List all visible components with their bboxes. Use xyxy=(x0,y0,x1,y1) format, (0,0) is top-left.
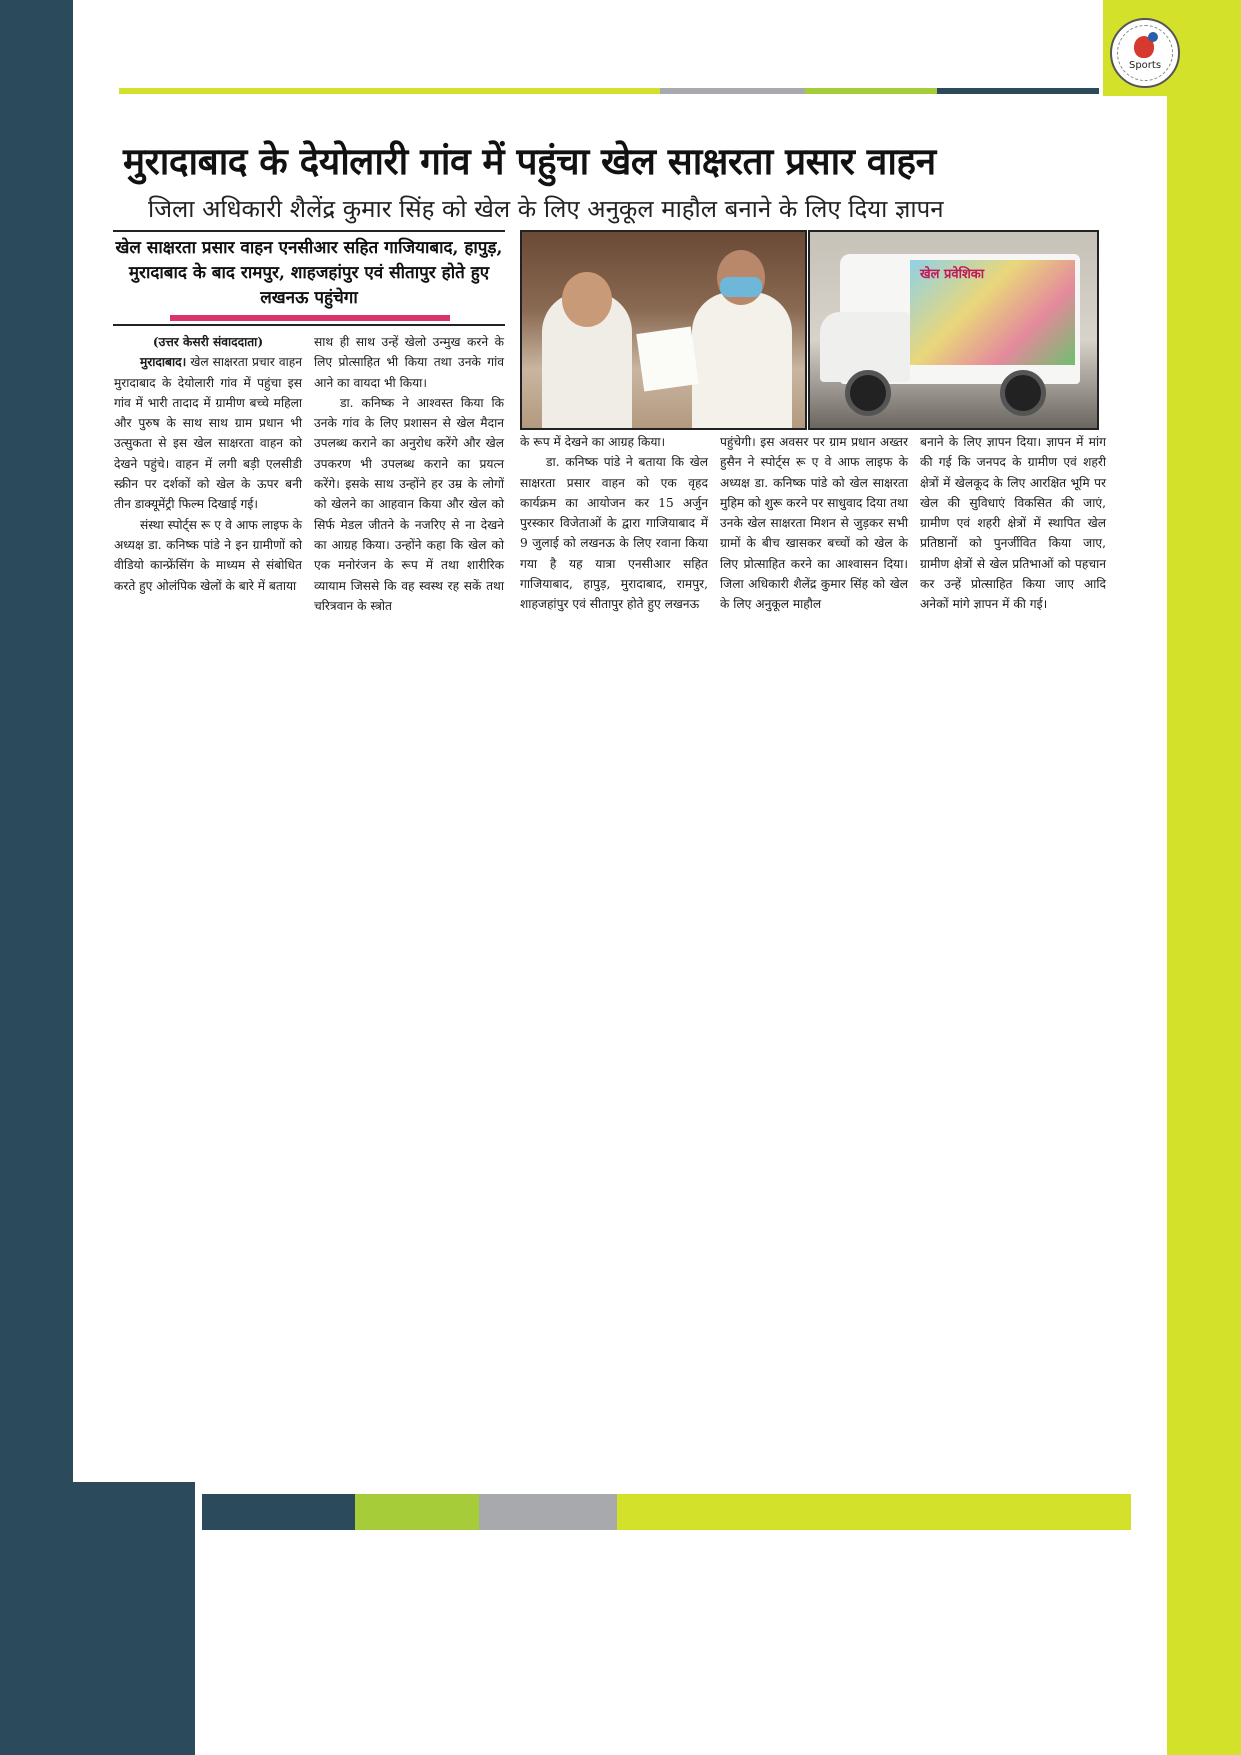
column-1-para-2: संस्था स्पोर्ट्स रू ए वे आफ लाइफ के अध्यक्ष डा. कनिष्क पांडे ने इन ग्रामीणों को वीडियो कान्फ्रेंसिंग के माध्यम से संबोधित करते हुए ओलंपिक खेलों के बारे में बताया xyxy=(114,517,302,593)
presenter-figure xyxy=(692,292,792,430)
column-2-para-2: डा. कनिष्क ने आश्वस्त किया कि उनके गांव के लिए प्रशासन से खेल मैदान उपलब्ध कराने का अनुरोध करेंगे और खेल उपकरण भी उपलब्ध कराने का प्रयत्न करेंगे। इसके साथ उन्होंने हर उम्र के लोगों को खेलने का आहवान किया और खेल को सिर्फ मेडल जीतने के नजरिए से ना देखने का आग्रह किया। उन्होंने कहा कि खेल को एक मनोरंजन के रूप में तथा शारीरिक व्यायाम जिससे कि वह स्वस्थ रह सकें तथा चरित्रवान के स्त्रोत xyxy=(314,395,504,613)
memorandum-paper xyxy=(636,326,699,391)
athlete-figure-icon xyxy=(1148,32,1158,42)
logo-text: Sports xyxy=(1128,60,1162,71)
right-lime-border xyxy=(1167,0,1241,1755)
top-color-stripe xyxy=(119,88,1099,94)
column-2-para-1: साथ ही साथ उन्हें खेलो उन्मुख करने के लिए प्रोत्साहित भी किया तथा उनके गांव आने का वायदा भी किया। xyxy=(314,335,504,390)
article-column-5 xyxy=(920,432,1106,615)
official-head xyxy=(562,272,612,327)
stripe-seg-gray xyxy=(660,88,805,94)
stripe-seg-gray xyxy=(479,1494,617,1530)
photo-memorandum-handover xyxy=(520,230,807,430)
photo-literacy-van xyxy=(808,230,1099,430)
van-rear-wheel xyxy=(1000,370,1046,416)
article-column-4 xyxy=(720,432,908,615)
article-column-2 xyxy=(314,332,504,616)
column-3-para-1: के रूप में देखने का आग्रह किया। xyxy=(520,435,666,449)
newspaper-clipping xyxy=(108,120,1108,650)
byline: (उत्तर केसरी संवाददाता) xyxy=(152,335,264,349)
column-4-para-1: पहुंचेगी। इस अवसर पर ग्राम प्रधान अख्तर हुसैन ने स्पोर्ट्स रू ए वे आफ लाइफ के अध्यक्ष डा. कनिष्क पांडे को खेल साक्षरता मुहिम को शुरू करने पर साधुवाद दिया तथा उनके खेल साक्षरता मिशन से जुड़कर सभी ग्रामों के बीच खासकर बच्चों को खेल के लिए प्रोत्साहित करने का आश्वासन दिया। जिला अधिकारी शैलेंद्र कुमार सिंह को खेल के लिए अनुकूल माहौल xyxy=(720,435,908,612)
stripe-seg-navy xyxy=(202,1494,355,1530)
subheadline: जिला अधिकारी शैलेंद्र कुमार सिंह को खेल के लिए अनुकूल माहौल बनाने के लिए दिया ज्ञापन xyxy=(148,195,944,223)
box-rule xyxy=(113,324,505,326)
bottom-color-stripe xyxy=(202,1494,1131,1530)
van-poster xyxy=(910,260,1075,365)
stripe-seg-navy xyxy=(937,88,1099,94)
stripe-seg-lime xyxy=(617,1494,1131,1530)
sports-logo xyxy=(1110,18,1180,88)
magenta-underline xyxy=(170,315,450,321)
stripe-seg-green xyxy=(805,88,937,94)
column-5-para-1: बनाने के लिए ज्ञापन दिया। ज्ञापन में मांग की गई कि जनपद के ग्रामीण एवं शहरी क्षेत्रों में खेलकूद के लिए आरक्षित भूमि पर खेल की सुविधाएं विकसित की जाएं, ग्रामीण एवं शहरी क्षेत्रों में स्थापित खेल प्रतिष्ठानों को पुनर्जीवित किया जाए, ग्रामीण क्षेत्रों से खेल प्रतिभाओं को पहचान कर उन्हें प्रोत्साहित किया जाए आदि अनेकों मांगे ज्ञापन में की गई। xyxy=(920,435,1106,612)
dateline: मुरादाबाद। xyxy=(140,355,187,370)
stripe-seg-green xyxy=(355,1494,479,1530)
face-mask xyxy=(720,277,762,297)
boxed-subhead: खेल साक्षरता प्रसार वाहन एनसीआर सहित गाजियाबाद, हापुड़, मुरादाबाद के बाद रामपुर, शाहजहांपुर एवं सीतापुर होते हुए लखनऊ पहुंचेगा xyxy=(113,230,505,311)
left-navy-foot-block xyxy=(0,1482,195,1755)
van-front-wheel xyxy=(845,370,891,416)
stripe-seg-lime xyxy=(119,88,660,94)
column-1-para-1: खेल साक्षरता प्रचार वाहन मुरादाबाद के देयोलारी गांव में पहुंचा इस गांव में भारी तादाद में ग्रामीण बच्चे महिला और पुरुष के साथ साथ ग्राम प्रधान भी उत्सुकता से इस खेल साक्षरता वाहन को देखने पहुंचे। वाहन में लगी बड़ी एलसीडी स्क्रीन पर दर्शकों को खेल के ऊपर बनी तीन डाक्यूमेंट्री फिल्म दिखाई गई। xyxy=(114,355,303,512)
article-column-3 xyxy=(520,432,708,615)
column-3-para-2: डा. कनिष्क पांडे ने बताया कि खेल साक्षरता प्रसार वाहन को एक वृहद कार्यक्रम का आयोजन कर 15 अर्जुन पुरस्कार विजेताओं के द्वारा गाजियाबाद में 9 जुलाई को लखनऊ के लिए रवाना किया गया है यह यात्रा एनसीआर सहित गाजियाबाद, हापुड़, मुरादाबाद, रामपुर, शाहजहांपुर एवं सीतापुर होते हुए लखनऊ xyxy=(520,455,708,612)
article-column-1 xyxy=(114,332,302,596)
headline: मुरादाबाद के देयोलारी गांव में पहुंचा खेल साक्षरता प्रसार वाहन xyxy=(123,139,936,183)
van-poster-title: खेल प्रवेशिका xyxy=(920,267,985,282)
sports-emblem-icon xyxy=(1117,25,1173,81)
